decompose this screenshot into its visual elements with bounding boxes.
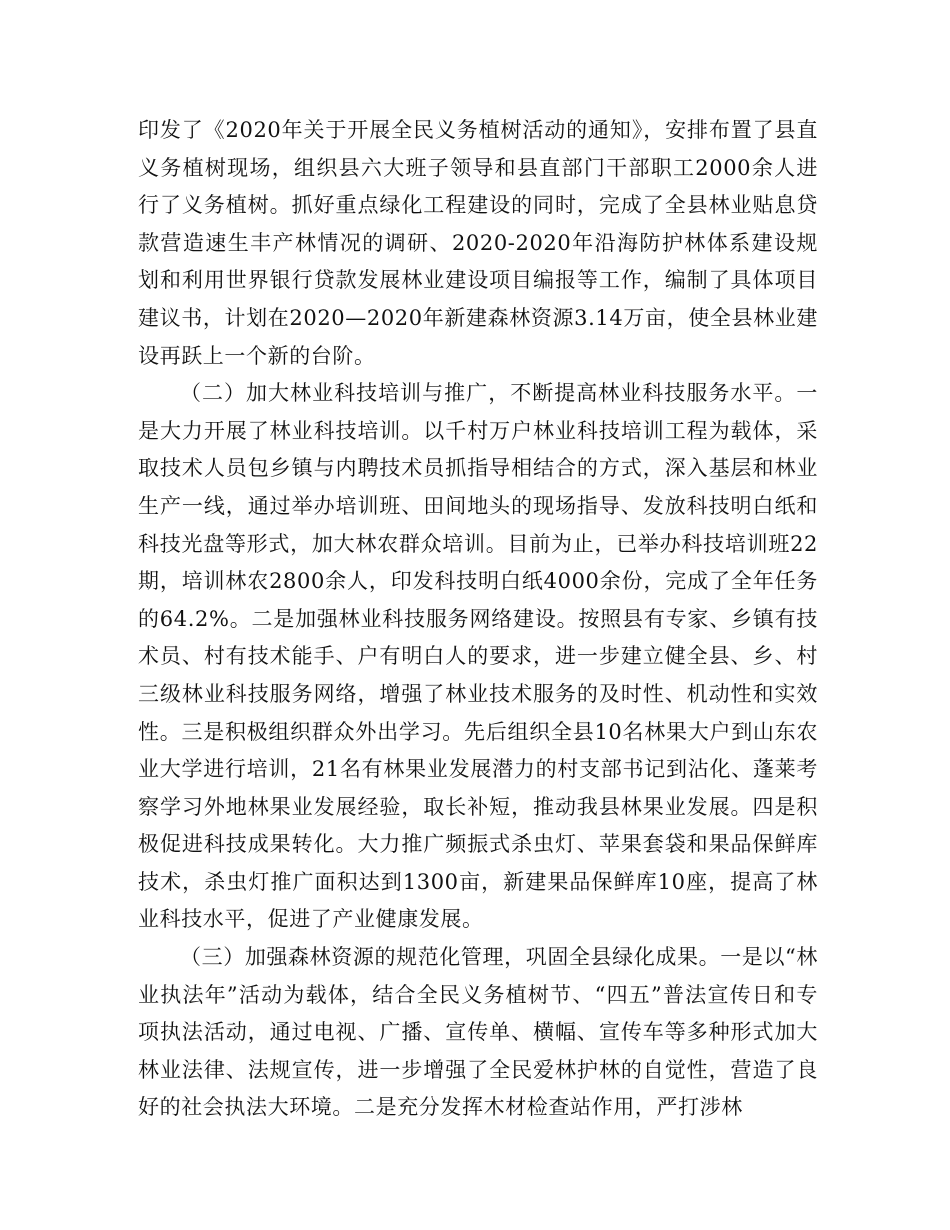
body-text [138,112,818,1127]
paragraph-section-3: （三）加强森林资源的规范化管理，巩固全县绿化成果。一是以“林业执法年”活动为载体，结合全民义务植树节、“四五”普法宣传日和专项执法活动，通过电视、广播、宣传单、横幅、宣传车等多种形式加大林业法律、法规宣传，进一步增强了全民爱林护林的自觉性，营造了良好的社会执法大环境。二是充分发挥木材检查站作用，严打涉林 [138,945,818,1120]
paragraph-section-2: （二）加大林业科技培训与推广，不断提高林业科技服务水平。一是大力开展了林业科技培训。以千村万户林业科技培训工程为载体，采取技术人员包乡镇与内聘技术员抓指导相结合的方式，深入基层和林业生产一线，通过举办培训班、田间地头的现场指导、发放科技明白纸和科技光盘等形式，加大林农群众培训。目前为止，已举办科技培训班22期，培训林农2800余人，印发科技明白纸4000余份，完成了全年任务的64.2%。二是加强林业科技服务网络建设。按照县有专家、乡镇有技术员、村有技术能手、户有明白人的要求，进一步建立健全县、乡、村三级林业科技服务网络，增强了林业技术服务的及时性、机动性和实效性。三是积极组织群众外出学习。先后组织全县10名林果大户到山东农业大学进行培训，21名有林果业发展潜力的村支部书记到沾化、蓬莱考察学习外地林果业发展经验，取长补短，推动我县林果业发展。四是积极促进科技成果转化。大力推广频振式杀虫灯、苹果套袋和果品保鲜库技术，杀虫灯推广面积达到1300亩，新建果品保鲜库10座，提高了林业科技水平，促进了产业健康发展。 [138,381,818,932]
paragraph-continuation: 印发了《2020年关于开展全民义务植树活动的通知》，安排布置了县直义务植树现场，组织县六大班子领导和县直部门干部职工2000余人进行了义务植树。抓好重点绿化工程建设的同时，完成了全县林业贴息贷款营造速生丰产林情况的调研、2020-2020年沿海防护林体系建设规划和利用世界银行贷款发展林业建设项目编报等工作，编制了具体项目建议书，计划在2020—2020年新建森林资源3.14万亩，使全县林业建设再跃上一个新的台阶。 [138,118,818,368]
